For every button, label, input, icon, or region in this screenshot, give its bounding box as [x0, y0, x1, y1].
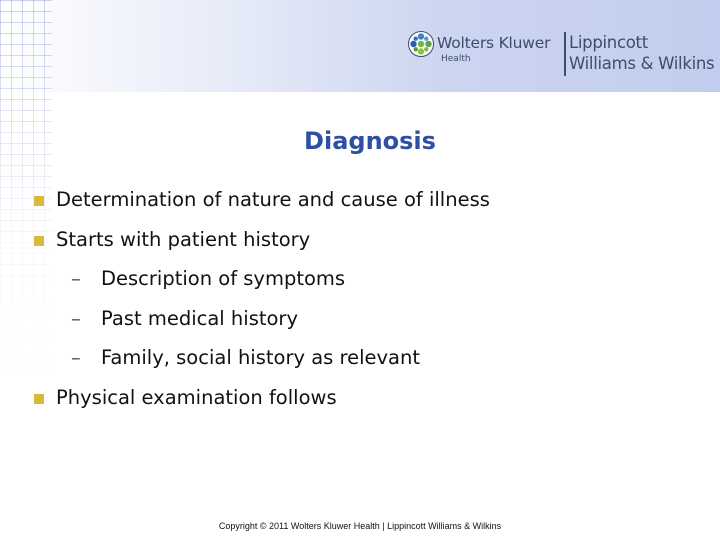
logo-imprint-line1: Lippincott [569, 33, 648, 52]
sub-bullet-text: Description of symptoms [101, 267, 346, 290]
bullet-square-icon [34, 196, 44, 206]
copyright-footer: Copyright © 2011 Wolters Kluwer Health | Lippincott Williams & Wilkins [218, 521, 502, 531]
dash-icon: – [71, 267, 81, 290]
sub-bullet-item [71, 307, 298, 330]
bullet-item [34, 386, 337, 409]
wolters-kluwer-globe-icon [407, 30, 435, 58]
dash-icon: – [71, 346, 81, 369]
logo-company-name: Wolters Kluwer [437, 34, 551, 52]
bullet-square-icon [34, 236, 44, 246]
bullet-item [34, 228, 310, 251]
bullet-text: Starts with patient history [56, 228, 311, 251]
logo-divider [564, 32, 566, 76]
slide-title: Diagnosis [304, 127, 436, 155]
logo-imprint-line2: Williams & Wilkins [569, 54, 715, 73]
bullet-text: Determination of nature and cause of illness [56, 188, 490, 211]
sub-bullet-item [71, 346, 420, 369]
bullet-square-icon [34, 394, 44, 404]
bullet-item [34, 188, 490, 211]
sub-bullet-item [71, 267, 345, 290]
dash-icon: – [71, 307, 81, 330]
bullet-text: Physical examination follows [56, 386, 337, 409]
publisher-logo [407, 30, 717, 80]
decorative-grid [0, 0, 52, 540]
logo-division: Health [441, 54, 471, 64]
sub-bullet-text: Past medical history [101, 307, 298, 330]
sub-bullet-text: Family, social history as relevant [101, 346, 421, 369]
